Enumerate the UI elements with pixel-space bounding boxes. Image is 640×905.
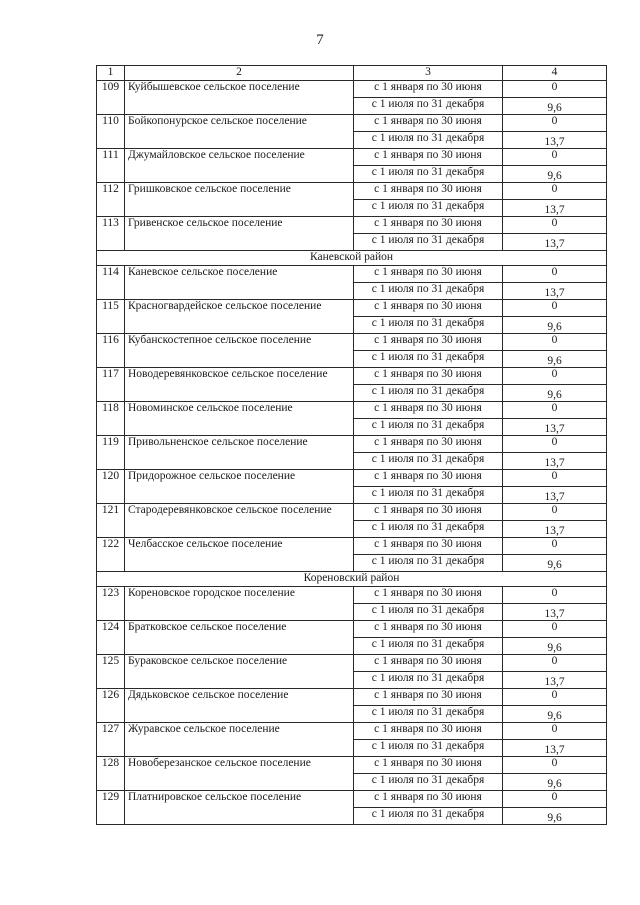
- period-first-half: с 1 января по 30 июня: [354, 183, 503, 200]
- rate-first-half: 0: [503, 655, 607, 672]
- row-number: 127: [97, 723, 125, 757]
- settlement-name: Кубанскостепное сельское поселение: [125, 334, 354, 368]
- period-first-half: с 1 января по 30 июня: [354, 115, 503, 132]
- rate-second-half: 9,6: [503, 555, 607, 572]
- rate-second-half: 13,7: [503, 453, 607, 470]
- row-number: 119: [97, 436, 125, 470]
- settlement-row: [97, 470, 607, 487]
- settlement-name: Челбасское сельское поселение: [125, 538, 354, 572]
- settlement-row: [97, 689, 607, 706]
- header-col-1: 1: [97, 66, 125, 81]
- settlement-name: Бураковское сельское поселение: [125, 655, 354, 689]
- period-second-half: с 1 июля по 31 декабря: [354, 351, 503, 368]
- row-number: 122: [97, 538, 125, 572]
- row-number: 123: [97, 587, 125, 621]
- row-number: 126: [97, 689, 125, 723]
- row-number: 110: [97, 115, 125, 149]
- rate-second-half: 9,6: [503, 385, 607, 402]
- settlement-row: [97, 368, 607, 385]
- settlement-row: [97, 217, 607, 234]
- settlement-name: Бойкопонурское сельское поселение: [125, 115, 354, 149]
- row-number: 128: [97, 757, 125, 791]
- period-second-half: с 1 июля по 31 декабря: [354, 200, 503, 217]
- rate-first-half: 0: [503, 757, 607, 774]
- rate-first-half: 0: [503, 402, 607, 419]
- period-first-half: с 1 января по 30 июня: [354, 791, 503, 808]
- rate-second-half: 13,7: [503, 521, 607, 538]
- settlement-row: [97, 334, 607, 351]
- settlement-row: [97, 621, 607, 638]
- period-second-half: с 1 июля по 31 декабря: [354, 808, 503, 825]
- period-first-half: с 1 января по 30 июня: [354, 436, 503, 453]
- period-first-half: с 1 января по 30 июня: [354, 266, 503, 283]
- settlement-row: [97, 757, 607, 774]
- district-header-row: [97, 572, 607, 587]
- period-first-half: с 1 января по 30 июня: [354, 621, 503, 638]
- row-number: 120: [97, 470, 125, 504]
- period-first-half: с 1 января по 30 июня: [354, 368, 503, 385]
- settlement-name: Братковское сельское поселение: [125, 621, 354, 655]
- rate-second-half: 13,7: [503, 419, 607, 436]
- period-first-half: с 1 января по 30 июня: [354, 470, 503, 487]
- period-first-half: с 1 января по 30 июня: [354, 655, 503, 672]
- settlement-name: Журавское сельское поселение: [125, 723, 354, 757]
- rate-first-half: 0: [503, 115, 607, 132]
- period-second-half: с 1 июля по 31 декабря: [354, 555, 503, 572]
- rate-second-half: 13,7: [503, 283, 607, 300]
- header-col-2: 2: [125, 66, 354, 81]
- period-first-half: с 1 января по 30 июня: [354, 757, 503, 774]
- rate-first-half: 0: [503, 587, 607, 604]
- rate-second-half: 9,6: [503, 98, 607, 115]
- period-first-half: с 1 января по 30 июня: [354, 587, 503, 604]
- rate-second-half: 13,7: [503, 672, 607, 689]
- table-body: [97, 66, 607, 825]
- settlement-row: [97, 538, 607, 555]
- period-second-half: с 1 июля по 31 декабря: [354, 419, 503, 436]
- district-name: Кореновский район: [97, 572, 607, 587]
- period-second-half: с 1 июля по 31 декабря: [354, 234, 503, 251]
- settlement-name: Гривенское сельское поселение: [125, 217, 354, 251]
- rate-first-half: 0: [503, 470, 607, 487]
- settlement-name: Куйбышевское сельское поселение: [125, 81, 354, 115]
- rate-first-half: 0: [503, 538, 607, 555]
- settlement-row: [97, 402, 607, 419]
- district-name: Каневской район: [97, 251, 607, 266]
- period-first-half: с 1 января по 30 июня: [354, 402, 503, 419]
- rate-first-half: 0: [503, 689, 607, 706]
- settlement-row: [97, 655, 607, 672]
- rate-first-half: 0: [503, 149, 607, 166]
- settlement-row: [97, 587, 607, 604]
- period-second-half: с 1 июля по 31 декабря: [354, 317, 503, 334]
- settlement-name: Дядьковское сельское поселение: [125, 689, 354, 723]
- settlement-name: Придорожное сельское поселение: [125, 470, 354, 504]
- rate-first-half: 0: [503, 504, 607, 521]
- period-second-half: с 1 июля по 31 декабря: [354, 638, 503, 655]
- rate-second-half: 13,7: [503, 200, 607, 217]
- period-first-half: с 1 января по 30 июня: [354, 217, 503, 234]
- period-second-half: с 1 июля по 31 декабря: [354, 98, 503, 115]
- rate-first-half: 0: [503, 217, 607, 234]
- period-second-half: с 1 июля по 31 декабря: [354, 453, 503, 470]
- period-first-half: с 1 января по 30 июня: [354, 81, 503, 98]
- row-number: 115: [97, 300, 125, 334]
- row-number: 114: [97, 266, 125, 300]
- header-col-4: 4: [503, 66, 607, 81]
- period-second-half: с 1 июля по 31 декабря: [354, 672, 503, 689]
- row-number: 113: [97, 217, 125, 251]
- table-header-row: [97, 66, 607, 81]
- row-number: 111: [97, 149, 125, 183]
- period-second-half: с 1 июля по 31 декабря: [354, 132, 503, 149]
- settlement-row: [97, 149, 607, 166]
- period-first-half: с 1 января по 30 июня: [354, 689, 503, 706]
- settlement-name: Платнировское сельское поселение: [125, 791, 354, 825]
- rate-second-half: 9,6: [503, 774, 607, 791]
- settlement-row: [97, 115, 607, 132]
- period-first-half: с 1 января по 30 июня: [354, 723, 503, 740]
- rate-second-half: 9,6: [503, 166, 607, 183]
- rate-first-half: 0: [503, 791, 607, 808]
- header-col-3: 3: [354, 66, 503, 81]
- row-number: 112: [97, 183, 125, 217]
- period-second-half: с 1 июля по 31 декабря: [354, 740, 503, 757]
- settlement-name: Гришковское сельское поселение: [125, 183, 354, 217]
- row-number: 125: [97, 655, 125, 689]
- period-first-half: с 1 января по 30 июня: [354, 149, 503, 166]
- rate-first-half: 0: [503, 183, 607, 200]
- period-second-half: с 1 июля по 31 декабря: [354, 283, 503, 300]
- row-number: 118: [97, 402, 125, 436]
- settlement-row: [97, 300, 607, 317]
- rate-second-half: 13,7: [503, 604, 607, 621]
- row-number: 109: [97, 81, 125, 115]
- rate-first-half: 0: [503, 368, 607, 385]
- district-header-row: [97, 251, 607, 266]
- settlement-name: Новоберезанское сельское поселение: [125, 757, 354, 791]
- period-second-half: с 1 июля по 31 декабря: [354, 487, 503, 504]
- rate-first-half: 0: [503, 334, 607, 351]
- period-first-half: с 1 января по 30 июня: [354, 538, 503, 555]
- rate-second-half: 9,6: [503, 706, 607, 723]
- rate-second-half: 13,7: [503, 740, 607, 757]
- rate-second-half: 9,6: [503, 808, 607, 825]
- rate-first-half: 0: [503, 300, 607, 317]
- rate-second-half: 9,6: [503, 638, 607, 655]
- settlement-name: Кореновское городское поселение: [125, 587, 354, 621]
- rate-second-half: 13,7: [503, 132, 607, 149]
- settlement-row: [97, 81, 607, 98]
- period-second-half: с 1 июля по 31 декабря: [354, 774, 503, 791]
- row-number: 116: [97, 334, 125, 368]
- settlement-row: [97, 436, 607, 453]
- rate-second-half: 13,7: [503, 234, 607, 251]
- period-second-half: с 1 июля по 31 декабря: [354, 385, 503, 402]
- settlement-name: Стародеревянковское сельское поселение: [125, 504, 354, 538]
- settlement-row: [97, 504, 607, 521]
- period-first-half: с 1 января по 30 июня: [354, 300, 503, 317]
- period-second-half: с 1 июля по 31 декабря: [354, 166, 503, 183]
- period-second-half: с 1 июля по 31 декабря: [354, 604, 503, 621]
- settlement-row: [97, 791, 607, 808]
- rates-table: [96, 65, 607, 825]
- row-number: 121: [97, 504, 125, 538]
- rate-second-half: 9,6: [503, 317, 607, 334]
- rate-second-half: 13,7: [503, 487, 607, 504]
- period-first-half: с 1 января по 30 июня: [354, 334, 503, 351]
- settlement-name: Привольненское сельское поселение: [125, 436, 354, 470]
- period-second-half: с 1 июля по 31 декабря: [354, 521, 503, 538]
- settlement-name: Джумайловское сельское поселение: [125, 149, 354, 183]
- settlement-row: [97, 266, 607, 283]
- settlement-name: Новодеревянковское сельское поселение: [125, 368, 354, 402]
- row-number: 124: [97, 621, 125, 655]
- settlement-name: Красногвардейское сельское поселение: [125, 300, 354, 334]
- settlement-name: Каневское сельское поселение: [125, 266, 354, 300]
- rate-first-half: 0: [503, 266, 607, 283]
- row-number: 117: [97, 368, 125, 402]
- rate-first-half: 0: [503, 723, 607, 740]
- settlement-row: [97, 183, 607, 200]
- rate-first-half: 0: [503, 81, 607, 98]
- period-second-half: с 1 июля по 31 декабря: [354, 706, 503, 723]
- settlement-row: [97, 723, 607, 740]
- rate-first-half: 0: [503, 621, 607, 638]
- rate-first-half: 0: [503, 436, 607, 453]
- rate-second-half: 9,6: [503, 351, 607, 368]
- page-number: 7: [316, 32, 324, 48]
- row-number: 129: [97, 791, 125, 825]
- settlement-name: Новоминское сельское поселение: [125, 402, 354, 436]
- period-first-half: с 1 января по 30 июня: [354, 504, 503, 521]
